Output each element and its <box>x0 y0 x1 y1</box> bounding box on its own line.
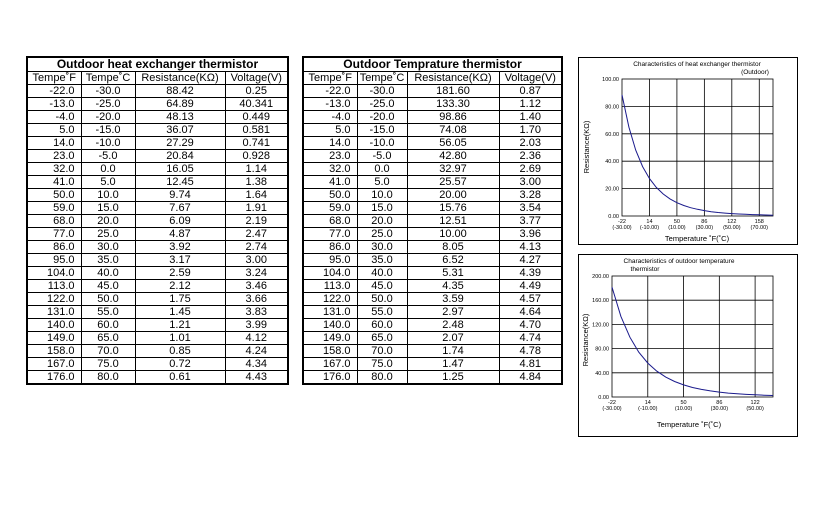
table-cell: -22.0 <box>27 85 81 98</box>
table-cell: -5.0 <box>357 150 407 163</box>
heat-exchanger-chart-panel <box>578 57 798 245</box>
x-tick-label: -22 <box>618 219 626 225</box>
y-tick-label: 0.00 <box>598 395 609 401</box>
table-row <box>27 358 288 371</box>
table-cell: 12.45 <box>135 176 225 189</box>
table-cell: 9.74 <box>135 189 225 202</box>
x-tick-sublabel: (-10.00) <box>638 406 658 412</box>
table-row <box>303 111 562 124</box>
table-cell: 2.48 <box>407 319 499 332</box>
x-tick-label: 86 <box>716 400 723 406</box>
table-row <box>303 319 562 332</box>
table-cell: 48.13 <box>135 111 225 124</box>
table-cell: 25.0 <box>81 228 135 241</box>
table-title: Outdoor Temprature thermistor <box>303 57 562 72</box>
table-cell: 6.52 <box>407 254 499 267</box>
column-header: Tempe˚F <box>303 72 357 85</box>
table-cell: 15.76 <box>407 202 499 215</box>
table-row <box>303 137 562 150</box>
table-cell: 4.87 <box>135 228 225 241</box>
table-cell: 4.13 <box>499 241 562 254</box>
table-cell: 0.581 <box>225 124 288 137</box>
table-cell: 41.0 <box>27 176 81 189</box>
table-cell: 98.86 <box>407 111 499 124</box>
y-tick-label: 0.00 <box>608 214 619 220</box>
table-row <box>27 176 288 189</box>
table-row <box>303 202 562 215</box>
table-cell: 5.0 <box>303 124 357 137</box>
table-cell: 27.29 <box>135 137 225 150</box>
table-cell: 15.0 <box>357 202 407 215</box>
table-cell: 113.0 <box>27 280 81 293</box>
table-cell: 3.66 <box>225 293 288 306</box>
table-cell: -13.0 <box>27 98 81 111</box>
table-cell: 12.51 <box>407 215 499 228</box>
table-cell: 149.0 <box>303 332 357 345</box>
table-cell: 25.57 <box>407 176 499 189</box>
table-cell: 167.0 <box>303 358 357 371</box>
table-row <box>303 228 562 241</box>
table-row <box>27 345 288 358</box>
table-cell: 133.30 <box>407 98 499 111</box>
table-cell: -20.0 <box>357 111 407 124</box>
table-cell: 0.87 <box>499 85 562 98</box>
x-tick-label: 122 <box>750 400 760 406</box>
table-cell: -30.0 <box>357 85 407 98</box>
table-cell: 3.83 <box>225 306 288 319</box>
table-cell: 2.12 <box>135 280 225 293</box>
y-tick-label: 40.00 <box>605 159 619 166</box>
table-cell: 41.0 <box>303 176 357 189</box>
table-cell: 8.05 <box>407 241 499 254</box>
table-cell: 32.0 <box>303 163 357 176</box>
table-cell: 1.45 <box>135 306 225 319</box>
table-cell: 4.39 <box>499 267 562 280</box>
table-cell: 75.0 <box>81 358 135 371</box>
table-cell: 3.28 <box>499 189 562 202</box>
y-tick-label: 60.00 <box>605 131 619 138</box>
table-row <box>27 124 288 137</box>
table-cell: 1.25 <box>407 371 499 385</box>
x-tick-sublabel: (10.00) <box>668 225 686 231</box>
table-cell: 158.0 <box>303 345 357 358</box>
table-cell: 10.0 <box>357 189 407 202</box>
table-cell: 95.0 <box>303 254 357 267</box>
table-cell: 65.0 <box>81 332 135 345</box>
table-cell: 0.72 <box>135 358 225 371</box>
table-row <box>303 85 562 98</box>
table-cell: 95.0 <box>27 254 81 267</box>
table-cell: 2.03 <box>499 137 562 150</box>
table-row <box>303 267 562 280</box>
table-cell: 104.0 <box>303 267 357 280</box>
x-tick-label: 158 <box>754 219 764 225</box>
table-cell: 1.70 <box>499 124 562 137</box>
x-axis-label: Temperature ˚F(˚C) <box>664 234 730 243</box>
table-cell: 45.0 <box>81 280 135 293</box>
column-header: Tempe˚C <box>81 72 135 85</box>
table-cell: 4.81 <box>499 358 562 371</box>
table-title: Outdoor heat exchanger thermistor <box>27 57 288 72</box>
table-cell: 50.0 <box>27 189 81 202</box>
y-tick-label: 100.00 <box>602 77 619 83</box>
table-cell: 2.07 <box>407 332 499 345</box>
table-cell: 68.0 <box>27 215 81 228</box>
x-tick-sublabel: (10.00) <box>674 406 693 412</box>
table-cell: 36.07 <box>135 124 225 137</box>
table-cell: 5.31 <box>407 267 499 280</box>
x-tick-sublabel: (50.00) <box>723 225 741 231</box>
table-cell: 1.12 <box>499 98 562 111</box>
table-cell: -4.0 <box>303 111 357 124</box>
x-axis-label: Temperature ˚F(˚C) <box>656 420 722 429</box>
table-row <box>303 189 562 202</box>
x-tick-sublabel: (70.00) <box>750 225 768 231</box>
table-row <box>27 85 288 98</box>
table-cell: 4.84 <box>499 371 562 385</box>
column-header: Tempe˚C <box>357 72 407 85</box>
table-row <box>303 345 562 358</box>
y-tick-label: 160.00 <box>592 298 609 305</box>
table-cell: 20.0 <box>81 215 135 228</box>
table-row <box>303 332 562 345</box>
table-cell: 4.64 <box>499 306 562 319</box>
table-cell: 25.0 <box>357 228 407 241</box>
table-cell: 45.0 <box>357 280 407 293</box>
y-tick-label: 40.00 <box>595 370 609 377</box>
table-cell: 20.00 <box>407 189 499 202</box>
table-cell: 23.0 <box>303 150 357 163</box>
table-cell: -15.0 <box>81 124 135 137</box>
y-axis-label: Resistance(KΩ) <box>581 313 590 367</box>
table-row <box>303 280 562 293</box>
table-row <box>27 150 288 163</box>
table-cell: 1.74 <box>407 345 499 358</box>
table-cell: 50.0 <box>357 293 407 306</box>
table-row <box>27 267 288 280</box>
heat-exchanger-thermistor-table <box>26 56 289 385</box>
x-tick-label: 50 <box>673 219 680 225</box>
table-cell: 3.00 <box>225 254 288 267</box>
table-cell: 2.74 <box>225 241 288 254</box>
table-cell: 40.0 <box>357 267 407 280</box>
table-cell: 0.741 <box>225 137 288 150</box>
table-cell: 6.09 <box>135 215 225 228</box>
table-cell: 4.70 <box>499 319 562 332</box>
x-tick-label: 86 <box>701 219 708 225</box>
table-cell: 55.0 <box>357 306 407 319</box>
table-cell: 3.92 <box>135 241 225 254</box>
table-cell: 60.0 <box>81 319 135 332</box>
table-cell: 3.00 <box>499 176 562 189</box>
table-cell: 55.0 <box>81 306 135 319</box>
table-cell: -13.0 <box>303 98 357 111</box>
x-tick-label: -22 <box>608 400 616 406</box>
heat-exchanger-chart <box>579 58 797 244</box>
table-cell: -30.0 <box>81 85 135 98</box>
table-cell: 167.0 <box>27 358 81 371</box>
table-cell: 104.0 <box>27 267 81 280</box>
table-cell: 2.19 <box>225 215 288 228</box>
table-cell: 10.00 <box>407 228 499 241</box>
table-row <box>27 371 288 385</box>
table-cell: 1.21 <box>135 319 225 332</box>
table-cell: 10.0 <box>81 189 135 202</box>
column-header: Resistance(KΩ) <box>135 72 225 85</box>
table-cell: 4.27 <box>499 254 562 267</box>
column-header: Resistance(KΩ) <box>407 72 499 85</box>
chart-title: Characteristics of outdoor temperature <box>623 258 735 265</box>
table-cell: 59.0 <box>27 202 81 215</box>
table-cell: 20.0 <box>357 215 407 228</box>
table-cell: 7.67 <box>135 202 225 215</box>
table-row <box>27 98 288 111</box>
table-cell: 86.0 <box>27 241 81 254</box>
x-tick-sublabel: (30.00) <box>710 406 729 412</box>
table-row <box>27 163 288 176</box>
table-cell: 2.69 <box>499 163 562 176</box>
table-cell: 3.59 <box>407 293 499 306</box>
table-cell: 0.449 <box>225 111 288 124</box>
table-cell: 70.0 <box>357 345 407 358</box>
table-cell: 2.59 <box>135 267 225 280</box>
table-cell: 70.0 <box>81 345 135 358</box>
table-cell: -4.0 <box>27 111 81 124</box>
table-cell: 1.64 <box>225 189 288 202</box>
outdoor-temperature-chart <box>579 255 797 436</box>
table-row <box>27 293 288 306</box>
table-cell: -22.0 <box>303 85 357 98</box>
table-cell: 65.0 <box>357 332 407 345</box>
table-cell: 3.17 <box>135 254 225 267</box>
table-cell: 0.61 <box>135 371 225 385</box>
table-cell: 64.89 <box>135 98 225 111</box>
table-cell: 131.0 <box>303 306 357 319</box>
resistance-curve <box>612 287 773 395</box>
table-cell: 3.24 <box>225 267 288 280</box>
table-cell: 4.24 <box>225 345 288 358</box>
table-row <box>27 137 288 150</box>
table-cell: 1.75 <box>135 293 225 306</box>
table-cell: 3.99 <box>225 319 288 332</box>
table-cell: 40.341 <box>225 98 288 111</box>
table-cell: 3.96 <box>499 228 562 241</box>
table-cell: 4.78 <box>499 345 562 358</box>
y-tick-label: 120.00 <box>592 322 609 329</box>
x-tick-label: 50 <box>680 400 687 406</box>
table-cell: 4.43 <box>225 371 288 385</box>
table-cell: 80.0 <box>357 371 407 385</box>
table-cell: 4.74 <box>499 332 562 345</box>
plot-area <box>612 276 773 397</box>
x-tick-sublabel: (50.00) <box>746 406 764 412</box>
y-tick-label: 80.00 <box>605 104 619 111</box>
y-tick-label: 20.00 <box>605 186 619 193</box>
table-row <box>27 215 288 228</box>
x-tick-label: 14 <box>646 219 653 225</box>
table-row <box>27 319 288 332</box>
table-cell: 1.40 <box>499 111 562 124</box>
table-row <box>303 163 562 176</box>
table-row <box>27 280 288 293</box>
table-cell: 5.0 <box>27 124 81 137</box>
table-cell: 4.35 <box>407 280 499 293</box>
table-cell: 30.0 <box>357 241 407 254</box>
table-cell: -10.0 <box>81 137 135 150</box>
table-cell: -20.0 <box>81 111 135 124</box>
table-cell: 122.0 <box>303 293 357 306</box>
table-cell: 56.05 <box>407 137 499 150</box>
table-cell: 1.47 <box>407 358 499 371</box>
plot-area <box>622 79 773 216</box>
table-row <box>303 176 562 189</box>
table-row <box>27 254 288 267</box>
table-cell: -25.0 <box>357 98 407 111</box>
table-row <box>27 228 288 241</box>
table-row <box>303 306 562 319</box>
table-cell: 113.0 <box>303 280 357 293</box>
table-cell: 176.0 <box>27 371 81 385</box>
table-cell: 60.0 <box>357 319 407 332</box>
column-header: Voltage(V) <box>225 72 288 85</box>
x-tick-sublabel: (-10.00) <box>639 225 660 231</box>
x-tick-sublabel: (30.00) <box>695 225 714 231</box>
table-row <box>27 241 288 254</box>
table-cell: 2.47 <box>225 228 288 241</box>
table-cell: 15.0 <box>81 202 135 215</box>
table-cell: 30.0 <box>81 241 135 254</box>
table-cell: 80.0 <box>81 371 135 385</box>
table-cell: 1.91 <box>225 202 288 215</box>
table-cell: 75.0 <box>357 358 407 371</box>
table-cell: 4.12 <box>225 332 288 345</box>
x-tick-label: 122 <box>727 219 737 225</box>
table-cell: -15.0 <box>357 124 407 137</box>
table-cell: 50.0 <box>303 189 357 202</box>
outdoor-temperature-chart-panel <box>578 254 798 437</box>
chart-title: Characteristics of heat exchanger thermistor <box>633 61 761 68</box>
outdoor-temperature-thermistor-table <box>302 56 563 385</box>
table-row <box>27 306 288 319</box>
table-cell: 50.0 <box>81 293 135 306</box>
table-cell: 4.57 <box>499 293 562 306</box>
resistance-curve <box>622 95 773 215</box>
table-cell: 1.01 <box>135 332 225 345</box>
table-cell: 181.60 <box>407 85 499 98</box>
table-row <box>303 241 562 254</box>
table-cell: 4.34 <box>225 358 288 371</box>
table-cell: 5.0 <box>357 176 407 189</box>
table-cell: 149.0 <box>27 332 81 345</box>
table-cell: 42.80 <box>407 150 499 163</box>
table-cell: 0.0 <box>81 163 135 176</box>
table-cell: 68.0 <box>303 215 357 228</box>
table-cell: 77.0 <box>303 228 357 241</box>
table-cell: 32.97 <box>407 163 499 176</box>
table-cell: 88.42 <box>135 85 225 98</box>
table-cell: 16.05 <box>135 163 225 176</box>
table-cell: 122.0 <box>27 293 81 306</box>
chart-subtitle: (Outdoor) <box>741 69 769 76</box>
table-cell: 176.0 <box>303 371 357 385</box>
table-row <box>303 124 562 137</box>
table-cell: -10.0 <box>357 137 407 150</box>
table-cell: 86.0 <box>303 241 357 254</box>
table-cell: 14.0 <box>27 137 81 150</box>
y-tick-label: 80.00 <box>595 346 609 353</box>
table-cell: 1.14 <box>225 163 288 176</box>
table-cell: 140.0 <box>303 319 357 332</box>
table-cell: 1.38 <box>225 176 288 189</box>
table-cell: 40.0 <box>81 267 135 280</box>
table-cell: 140.0 <box>27 319 81 332</box>
table-cell: 35.0 <box>81 254 135 267</box>
column-header: Voltage(V) <box>499 72 562 85</box>
table-cell: 0.25 <box>225 85 288 98</box>
table-row <box>303 98 562 111</box>
table-cell: 0.0 <box>357 163 407 176</box>
table-cell: -5.0 <box>81 150 135 163</box>
y-tick-label: 200.00 <box>592 274 609 280</box>
chart-subtitle: thermistor <box>630 266 660 273</box>
table-cell: 20.84 <box>135 150 225 163</box>
table-row <box>27 111 288 124</box>
table-cell: 2.97 <box>407 306 499 319</box>
table-cell: 77.0 <box>27 228 81 241</box>
table-row <box>303 358 562 371</box>
table-cell: 0.928 <box>225 150 288 163</box>
x-tick-label: 14 <box>644 400 651 406</box>
x-tick-sublabel: (-30.00) <box>602 406 622 412</box>
table-row <box>27 202 288 215</box>
table-cell: 5.0 <box>81 176 135 189</box>
table-row <box>303 150 562 163</box>
table-row <box>27 189 288 202</box>
y-axis-label: Resistance(KΩ) <box>582 120 591 174</box>
table-row <box>303 215 562 228</box>
table-cell: 3.46 <box>225 280 288 293</box>
table-cell: 158.0 <box>27 345 81 358</box>
table-cell: 23.0 <box>27 150 81 163</box>
table-row <box>303 293 562 306</box>
table-cell: 32.0 <box>27 163 81 176</box>
table-cell: 3.54 <box>499 202 562 215</box>
table-cell: -25.0 <box>81 98 135 111</box>
table-cell: 59.0 <box>303 202 357 215</box>
table-cell: 35.0 <box>357 254 407 267</box>
table-row <box>303 254 562 267</box>
table-cell: 2.36 <box>499 150 562 163</box>
table-cell: 131.0 <box>27 306 81 319</box>
table-cell: 0.85 <box>135 345 225 358</box>
table-row <box>27 332 288 345</box>
table-cell: 3.77 <box>499 215 562 228</box>
table-cell: 14.0 <box>303 137 357 150</box>
table-cell: 74.08 <box>407 124 499 137</box>
table-row <box>303 371 562 385</box>
table-cell: 4.49 <box>499 280 562 293</box>
x-tick-sublabel: (-30.00) <box>612 225 632 231</box>
column-header: Tempe˚F <box>27 72 81 85</box>
